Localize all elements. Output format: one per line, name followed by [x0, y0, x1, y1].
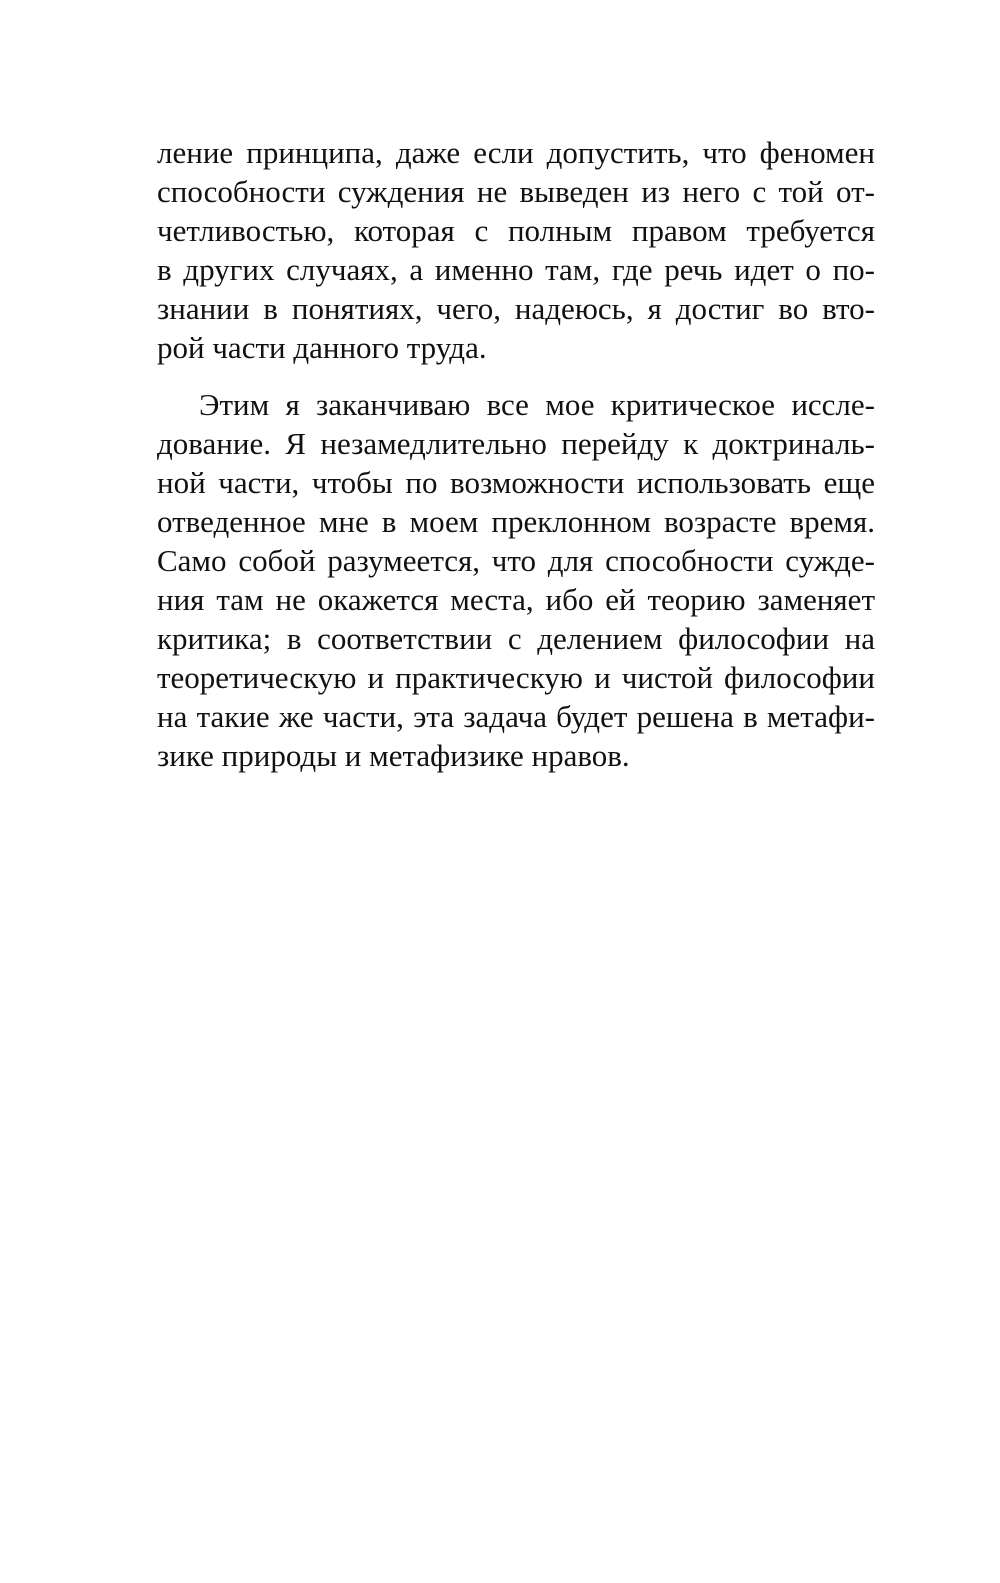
- text-line: на такие же части, эта задача будет решена в метафи-: [157, 699, 875, 734]
- text-line: рой части данного труда.: [157, 330, 487, 365]
- body-text: [157, 133, 875, 775]
- text-line: Само собой разумеется, что для способности сужде-: [157, 543, 875, 578]
- text-line: ление принципа, даже если допустить, что феномен: [157, 135, 875, 170]
- text-line: дование. Я незамедлительно перейду к доктриналь-: [157, 426, 875, 461]
- text-line: теоретическую и практическую и чистой философии: [157, 660, 875, 695]
- text-line: зике природы и метафизике нравов.: [157, 738, 630, 773]
- text-line: способности суждения не выведен из него с той от-: [157, 174, 875, 209]
- paragraph: [157, 133, 875, 367]
- text-line: ной части, чтобы по возможности использовать еще: [157, 465, 875, 500]
- text-line: отведенное мне в моем преклонном возрасте время.: [157, 504, 875, 539]
- text-line: критика; в соответствии с делением философии на: [157, 621, 875, 656]
- text-line: ния там не окажется места, ибо ей теорию заменяет: [157, 582, 875, 617]
- text-line: Этим я заканчиваю все мое критическое иссле-: [199, 387, 875, 422]
- paragraph: [157, 385, 875, 775]
- text-line: четливостью, которая с полным правом требуется: [157, 213, 875, 248]
- paragraph-gap: [157, 367, 875, 385]
- text-line: знании в понятиях, чего, надеюсь, я достиг во вто-: [157, 291, 875, 326]
- text-line: в других случаях, а именно там, где речь идет о по-: [157, 252, 875, 287]
